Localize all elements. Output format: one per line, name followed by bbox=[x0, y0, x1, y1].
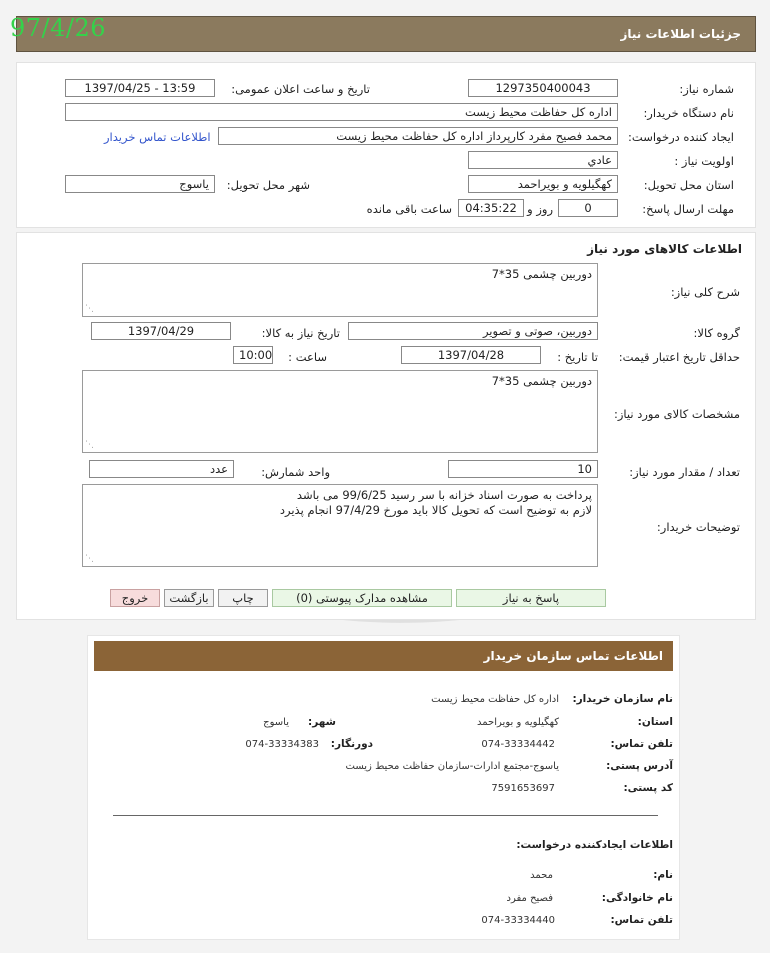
quantity-field[interactable]: 10 bbox=[448, 460, 598, 478]
unit-field[interactable]: عدد bbox=[89, 460, 234, 478]
city-field[interactable]: یاسوج bbox=[65, 175, 215, 193]
summary-text: دوربین چشمی 35*7 bbox=[491, 267, 592, 281]
contact-city-label: شهر: bbox=[308, 716, 336, 728]
date-stamp: 97/4/26 bbox=[10, 14, 107, 42]
goods-section-title: اطلاعات کالاهای مورد نیاز bbox=[587, 242, 742, 256]
deadline-days-unit: روز و bbox=[527, 202, 553, 216]
contact-fax-value: 074-33334383 bbox=[245, 739, 319, 750]
summary-label: شرح کلی نیاز: bbox=[670, 285, 740, 299]
need-number-field[interactable]: 1297350400043 bbox=[468, 79, 618, 97]
buyer-contact-link[interactable]: اطلاعات تماس خریدار bbox=[104, 130, 211, 144]
attachments-button[interactable]: مشاهده مدارک پیوستی (0) bbox=[272, 589, 452, 607]
time-field[interactable]: 10:00 bbox=[233, 346, 273, 364]
unit-label: واحد شمارش: bbox=[261, 465, 330, 479]
buyer-notes-line-1: پرداخت به صورت اسناد خزانه با سر رسید 99/6/25 می باشد bbox=[296, 488, 592, 502]
city-label: شهر محل تحویل: bbox=[226, 178, 310, 192]
need-date-field[interactable]: 1397/04/29 bbox=[91, 322, 231, 340]
back-button[interactable]: بازگشت bbox=[164, 589, 214, 607]
need-date-label: تاریخ نیاز به کالا: bbox=[261, 326, 340, 340]
contact-phone-value: 074-33334442 bbox=[481, 739, 555, 750]
deadline-remaining-label: ساعت باقی مانده bbox=[366, 202, 452, 216]
contact-province-value: کهگیلویه و بویراحمد bbox=[477, 717, 559, 728]
quantity-label: تعداد / مقدار مورد نیاز: bbox=[629, 465, 740, 479]
resize-grip-icon[interactable]: ⋰ bbox=[85, 304, 94, 314]
until-date-field[interactable]: 1397/04/28 bbox=[401, 346, 541, 364]
specs-textarea[interactable] bbox=[82, 370, 598, 453]
announce-date-field[interactable]: 1397/04/25 - 13:59 bbox=[65, 79, 215, 97]
creator-phone-label: تلفن تماس: bbox=[610, 914, 673, 926]
goods-group-field[interactable]: دوربین، صوتی و تصویر bbox=[348, 322, 598, 340]
buyer-contact-card bbox=[87, 635, 680, 940]
resize-grip-icon[interactable]: ⋰ bbox=[85, 554, 94, 564]
creator-first-name-label: نام: bbox=[653, 869, 673, 881]
reply-button[interactable]: پاسخ به نیاز bbox=[456, 589, 606, 607]
time-label: ساعت : bbox=[288, 350, 327, 364]
summary-textarea[interactable] bbox=[82, 263, 598, 317]
contact-city-value: یاسوج bbox=[263, 717, 289, 728]
specs-label: مشخصات کالای مورد نیاز: bbox=[613, 407, 740, 421]
goods-group-label: گروه کالا: bbox=[693, 326, 740, 340]
exit-button[interactable]: خروج bbox=[110, 589, 160, 607]
until-date-label: تا تاریخ : bbox=[557, 350, 598, 364]
resize-grip-icon[interactable]: ⋰ bbox=[85, 440, 94, 450]
contact-province-label: استان: bbox=[637, 716, 673, 728]
creator-section-title: اطلاعات ایجادکننده درخواست: bbox=[516, 839, 673, 851]
priority-label: اولویت نیاز : bbox=[674, 154, 734, 168]
page-header bbox=[16, 16, 756, 52]
creator-last-name-label: نام خانوادگی: bbox=[601, 892, 673, 904]
contact-phone-label: تلفن تماس: bbox=[610, 738, 673, 750]
min-price-date-label: حداقل تاریخ اعتبار قیمت: bbox=[618, 350, 740, 364]
need-number-label: شماره نیاز: bbox=[679, 82, 734, 96]
page-title: جزئیات اطلاعات نیاز bbox=[620, 27, 741, 41]
deadline-days-field[interactable]: 0 bbox=[558, 199, 618, 217]
contact-card-header: اطلاعات تماس سازمان خریدار bbox=[94, 641, 673, 671]
buyer-label: نام دستگاه خریدار: bbox=[643, 106, 734, 120]
deadline-label: مهلت ارسال پاسخ: bbox=[642, 202, 734, 216]
creator-last-name-value: فصیح مفرد bbox=[506, 893, 553, 904]
province-field[interactable]: کهگیلویه و بویراحمد bbox=[468, 175, 618, 193]
buyer-notes-line-2: لازم به توضیح است که تحویل کالا باید مورخ 97/4/29 انجام پذیرد bbox=[279, 503, 592, 517]
specs-text: دوربین چشمی 35*7 bbox=[491, 374, 592, 388]
contact-divider bbox=[113, 815, 658, 816]
contact-org-label: نام سازمان خریدار: bbox=[572, 693, 673, 705]
province-label: استان محل تحویل: bbox=[643, 178, 734, 192]
creator-field[interactable]: محمد فصیح مفرد کارپرداز اداره کل حفاظت محیط زیست bbox=[218, 127, 618, 145]
deadline-time-field[interactable]: 04:35:22 bbox=[458, 199, 524, 217]
print-button[interactable]: چاپ bbox=[218, 589, 268, 607]
buyer-field[interactable]: اداره کل حفاظت محیط زیست bbox=[65, 103, 618, 121]
contact-org-value: اداره کل حفاظت محیط زیست bbox=[431, 694, 559, 705]
contact-postal-label: کد پستی: bbox=[623, 782, 673, 794]
contact-fax-label: دورنگار: bbox=[330, 738, 373, 750]
contact-postal-value: 7591653697 bbox=[491, 783, 555, 794]
contact-address-label: آدرس پستی: bbox=[606, 760, 673, 772]
buyer-notes-textarea[interactable] bbox=[82, 484, 598, 567]
buyer-notes-label: توضیحات خریدار: bbox=[656, 520, 740, 534]
creator-phone-value: 074-33334440 bbox=[481, 915, 555, 926]
contact-address-value: یاسوج-مجتمع ادارات-سازمان حفاظت محیط زیست bbox=[345, 761, 559, 772]
announce-date-label: تاریخ و ساعت اعلان عمومی: bbox=[231, 82, 370, 96]
creator-first-name-value: محمد bbox=[530, 870, 553, 881]
priority-field[interactable]: عادي bbox=[468, 151, 618, 169]
creator-label: ایجاد کننده درخواست: bbox=[628, 130, 734, 144]
